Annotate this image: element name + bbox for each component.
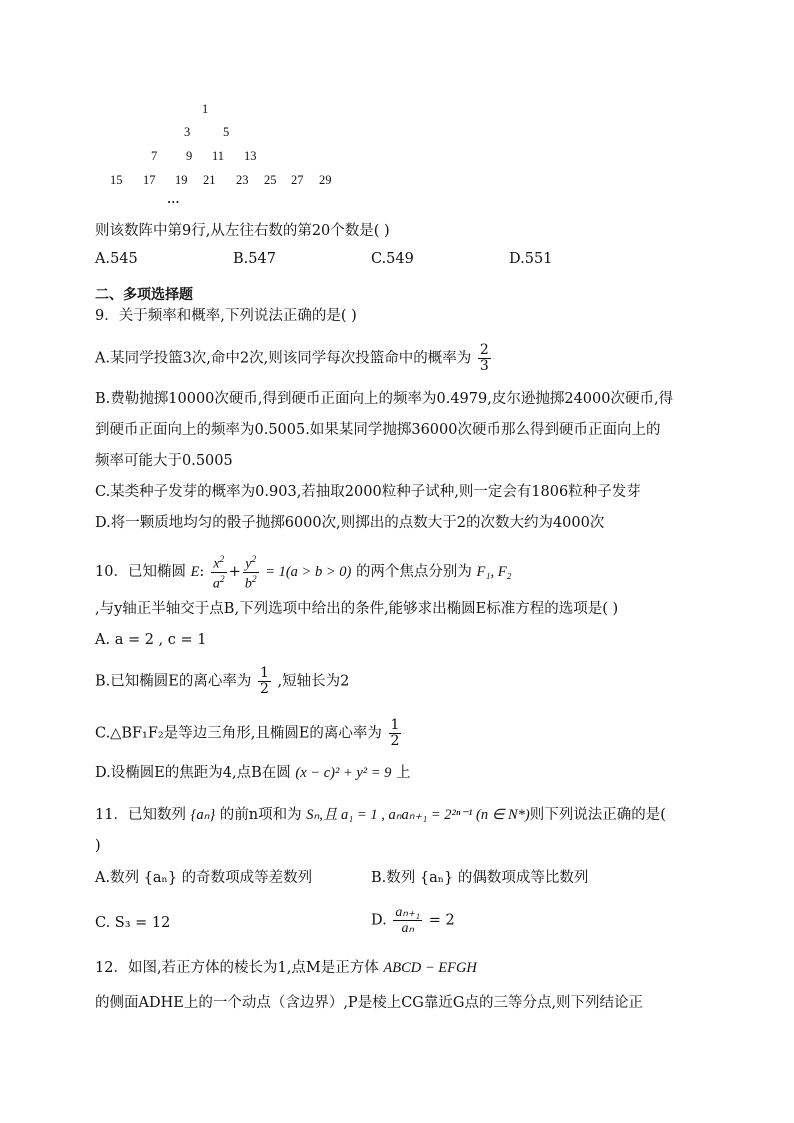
q12-line2: 的侧面ADHE上的一个动点（含边界）,P是棱上CG靠近G点的三等分点,则下列结论正 <box>95 995 644 1011</box>
q10-line2: ,与y轴正半轴交于点B,下列选项中给出的条件,能够求出椭圆E标准方程的选项是( ) <box>95 601 619 617</box>
q9-option-a <box>95 343 493 374</box>
q11-stem-mid: 的前n项和为 <box>219 807 302 823</box>
fraction-denominator: aₙ <box>393 920 422 936</box>
fraction <box>393 905 422 936</box>
triangle-number: 29 <box>319 173 332 187</box>
q9-option-d: D.将一颗质地均匀的骰子抛掷6000次,则掷出的点数大于2的次数大约为4000次 <box>95 515 605 531</box>
q11-stem <box>95 805 666 825</box>
q9-option-a-text: A.某同学投篮3次,命中2次,则该同学每次投篮命中的概率为 <box>95 350 472 367</box>
fraction-numerator: 1 <box>390 717 400 733</box>
q8-stem: 则该数阵中第9行,从左往右数的第20个数是( ) <box>95 223 390 239</box>
ellipse-equation-tail: = 1(a > b > 0) <box>265 564 352 581</box>
fraction-numerator: $x^2$ <box>213 555 225 572</box>
section-heading: 二、多项选择题 <box>95 287 193 303</box>
q10-option-a: A. a = 2 , c = 1 <box>95 632 207 648</box>
triangle-number: 3 <box>184 125 191 139</box>
q10-stem-mid: 的两个焦点分别为 <box>355 564 472 581</box>
q9-stem: 9．关于频率和概率,下列说法正确的是( ) <box>95 308 357 324</box>
q11-option-c: C. S₃ = 12 <box>95 915 171 931</box>
triangle-number: 27 <box>291 173 304 187</box>
q10-option-d <box>95 763 411 783</box>
q9-option-c: C.某类种子发芽的概率为0.903,若抽取2000粒种子试种,则一定会有1806粒种子发芽 <box>95 484 641 500</box>
triangle-number: 19 <box>175 173 188 187</box>
cube-name: ABCD − EFGH <box>383 960 477 976</box>
fraction-denominator: 3 <box>479 358 489 374</box>
triangle-number: 13 <box>244 149 257 163</box>
q8-option-b: B.547 <box>233 251 276 267</box>
fraction-denominator: 2 <box>259 681 269 697</box>
q8-option-d: D.551 <box>509 251 553 267</box>
q8-option-a: A.545 <box>95 251 138 267</box>
sequence-symbol: {aₙ} <box>190 807 216 823</box>
q11-stem-post: 则下列说法正确的是( <box>529 807 666 823</box>
triangle-ellipsis: … <box>167 192 180 206</box>
foci-label: F₁, F₂ <box>476 564 512 581</box>
fraction-numerator: $y^2$ <box>245 555 257 572</box>
fraction-denominator: $b^2$ <box>243 572 259 592</box>
fraction <box>258 666 271 697</box>
triangle-number: 23 <box>236 173 249 187</box>
fraction-numerator: 2 <box>479 342 489 358</box>
q10-option-b <box>95 666 349 697</box>
triangle-number: 15 <box>110 173 123 187</box>
triangle-number: 5 <box>223 125 230 139</box>
q10-stem-pre: 10．已知椭圆 <box>95 564 186 581</box>
fraction <box>389 718 402 749</box>
q9-option-b-line1: B.费勒抛掷10000次硬币,得到硬币正面向上的频率为0.4979,皮尔逊抛掷24000次硬币,得 <box>95 391 674 407</box>
q10-option-c-pre: C.△BF₁F₂是等边三角形,且椭圆E的离心率为 <box>95 725 382 742</box>
q9-option-b-line3: 频率可能大于0.5005 <box>95 453 233 469</box>
q10-option-b-pre: B.已知椭圆E的离心率为 <box>95 673 252 690</box>
q11-stem-pre: 11．已知数列 <box>95 807 186 823</box>
ellipse-name: E <box>190 564 200 581</box>
fraction-denominator: 2 <box>390 733 400 749</box>
q11-option-d-post: = 2 <box>428 912 455 929</box>
triangle-number: 21 <box>203 173 216 187</box>
q10-option-c <box>95 718 403 749</box>
q10-option-d-pre: D.设椭圆E的焦距为4,点B在圆 <box>95 765 291 781</box>
q10-option-b-post: ,短轴长为2 <box>277 673 350 690</box>
q9-option-b-line2: 到硬币正面向上的频率为0.5005.如果某同学抛掷36000次硬币那么得到硬币正面向上的 <box>95 422 661 438</box>
triangle-number: 11 <box>212 149 225 163</box>
sum-symbol: Sₙ <box>306 807 320 823</box>
q11-option-d-pre: D. <box>371 912 387 929</box>
q10-stem: 10．已知椭圆 E: $\frac{x^2}{a^2}$ + $\frac{y^2}{b^2}$ = 1(a > b > 0) 的两个焦点分别为 F₁, F₂ <box>95 555 512 592</box>
fraction-numerator: 1 <box>259 665 269 681</box>
fraction-x2-a2 <box>211 553 227 591</box>
fraction-y2-b2 <box>243 553 259 591</box>
q11-option-d <box>371 905 455 936</box>
triangle-number: 17 <box>143 173 156 187</box>
q11-stem-close: ) <box>95 838 101 854</box>
triangle-number: 1 <box>202 102 209 116</box>
triangle-number: 9 <box>186 149 193 163</box>
fraction-denominator: $a^2$ <box>211 572 227 592</box>
q12-line1-pre: 12．如图,若正方体的棱长为1,点M是正方体 <box>95 960 379 976</box>
triangle-number: 7 <box>151 149 158 163</box>
triangle-number: 25 <box>264 173 277 187</box>
circle-equation: (x − c)² + y² = 9 <box>295 765 392 781</box>
q8-option-c: C.549 <box>371 251 414 267</box>
q11-option-b: B.数列 {aₙ} 的偶数项成等比数列 <box>371 870 589 886</box>
q11-condition: ,且 a₁ = 1 , aₙaₙ₊₁ = 2²ⁿ⁻¹ (n ∈ N*) <box>319 807 530 823</box>
q11-option-a: A.数列 {aₙ} 的奇数项成等差数列 <box>95 870 313 886</box>
fraction <box>478 343 491 374</box>
fraction-numerator: aₙ₊₁ <box>395 905 421 920</box>
q12-line1 <box>95 958 477 978</box>
q10-option-d-post: 上 <box>396 765 411 781</box>
